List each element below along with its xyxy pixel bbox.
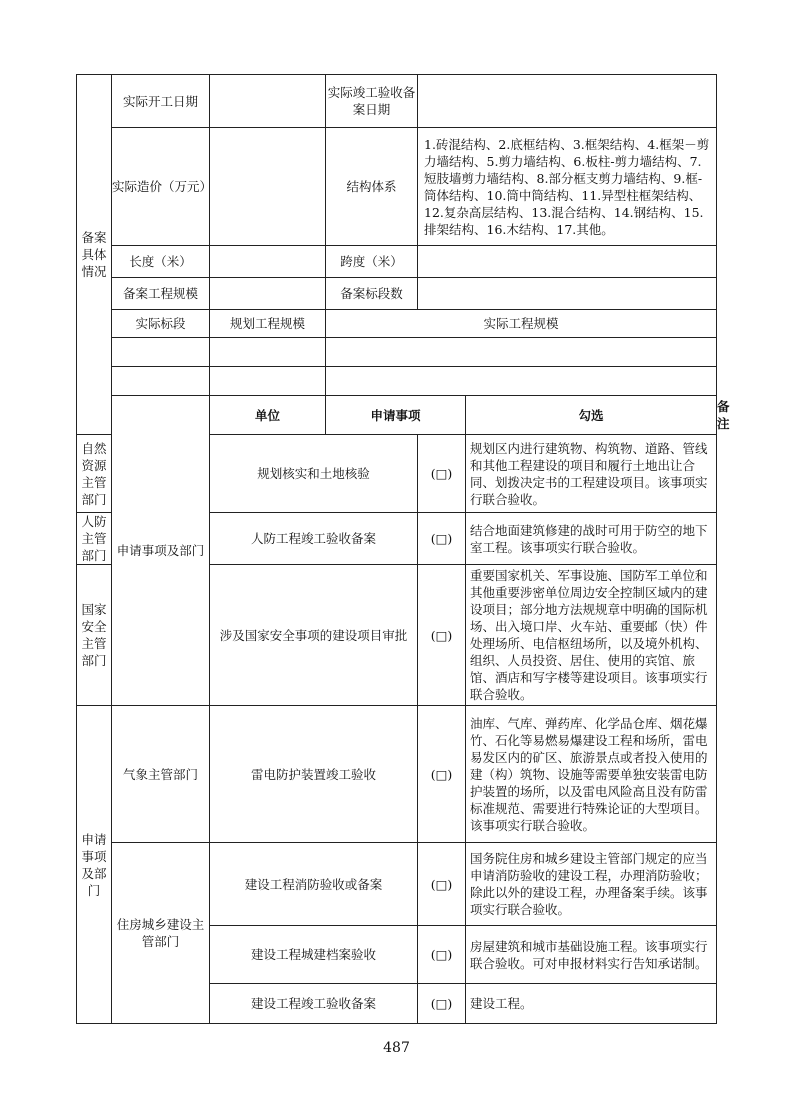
item-cell: 建设工程竣工验收备案 [210, 984, 418, 1024]
note-cell: 房屋建筑和城市基础设施工程。该事项实行联合验收。可对申报材料实行告知承诺制。 [466, 926, 717, 984]
length-value[interactable] [210, 246, 326, 278]
unit-cell: 自然资源主管部门 [77, 435, 112, 513]
filing-scale-label: 备案工程规模 [112, 278, 210, 310]
filing-sections-label: 备案标段数 [326, 278, 418, 310]
filing-form-table: 备案具体情况 实际开工日期 实际竣工验收备案日期 实际造价（万元） 结构体系 1.砖混结构、2.底框结构、3.框架结构、4.框架－剪力墙结构、5.剪力墙结构、6.板柱-剪力墙结构、7.短肢墙剪力墙结构、8.部分框支剪力墙结构、9.框-筒体结构、10.筒中筒结构、11.异型柱框架结构、12.复杂高层结构、13.混合结构、14.钢结构、15.排架结构、16.木结构、17.其他。 长度（米） 跨度（米） 备案工程规模 备案标段数 实际标段 规划工程规模 实际工程规模 申请事项及部门 单位 申请事项 勾选 备注 自然资源主管部门 规划核实和土地核验 (□) 规划区内进行建筑物、构筑物、道路、管线和其他工程建设的项目和履行土地出让合同、划拨决定书的工程建设项目。该事项实行联合验收。 人防主管部门 人防工程竣工验收备案 (□) 结合地面建筑修建的战时可用于防空的地下室工程。该事项实行联合验收。 国家安全主管部门 涉及国家安全事项的建设项目审批 (□) 重要国家机关、军事设施、国防军工单位和其他重要涉密单位周边安全控制区域内的建设项目；部分地方法规规章中明确的国际机场、出入境口岸、火车站、重要邮（快）件处理场所、电信枢纽场所，以及境外机构、组织、人员投资、居住、使用的宾馆、旅馆、酒店和写字楼等建设项目。该事项实行联合验收。 申请事项及部门 气象主管部门 雷电防护装置竣工验收 (□) 油库、气库、弹药库、化学品仓库、烟花爆竹、石化等易燃易爆建设工程和场所，雷电易发区内的矿区、旅游景点或者投入使用的建（构）筑物、设施等需要单独安装雷电防护装置的场所，以及雷电风险高且没有防雷标准规范、需要进行特殊论证的大型项目。该事项实行联合验收。 住房城乡建设主管部门 建设工程消防验收或备案 (□) 国务院住房和城乡建设主管部门规定的应当申请消防验收的建设工程，办理消防验收；除此以外的建设工程，办理备案手续。该事项实行联合验收。 建设工程城建档案验收 (□) 房屋建筑和城市基础设施工程。该事项实行联合验收。可对申报材料实行告知承诺制。 建设工程竣工验收备案 (□) 建设工程。 [76, 74, 717, 1024]
check-box[interactable]: (□) [418, 926, 466, 984]
header-unit: 单位 [210, 396, 326, 435]
actual-completion-label: 实际竣工验收备案日期 [326, 75, 418, 128]
actual-cost-label: 实际造价（万元） [112, 128, 210, 246]
check-box[interactable]: (□) [418, 435, 466, 513]
unit-cell: 住房城乡建设主管部门 [112, 843, 210, 1024]
span-label: 跨度（米） [326, 246, 418, 278]
note-cell: 国务院住房和城乡建设主管部门规定的应当申请消防验收的建设工程，办理消防验收；除此以外的建设工程，办理备案手续。该事项实行联合验收。 [466, 843, 717, 926]
structure-options: 1.砖混结构、2.底框结构、3.框架结构、4.框架－剪力墙结构、5.剪力墙结构、6.板柱-剪力墙结构、7.短肢墙剪力墙结构、8.部分框支剪力墙结构、9.框-筒体结构、10.筒中筒结构、11.异型柱框架结构、12.复杂高层结构、13.混合结构、14.钢结构、15.排架结构、16.木结构、17.其他。 [418, 128, 717, 246]
actual-start-label: 实际开工日期 [112, 75, 210, 128]
length-label: 长度（米） [112, 246, 210, 278]
unit-cell: 国家安全主管部门 [77, 565, 112, 706]
item-cell: 建设工程城建档案验收 [210, 926, 418, 984]
col-planned-scale: 规划工程规模 [210, 310, 326, 338]
check-box[interactable]: (□) [418, 565, 466, 706]
section-row-empty-cell[interactable] [210, 367, 326, 396]
page-number: 487 [383, 1040, 410, 1056]
item-cell: 规划核实和土地核验 [210, 435, 418, 513]
header-check: 勾选 [466, 396, 717, 435]
check-box[interactable]: (□) [418, 843, 466, 926]
filing-scale-value[interactable] [210, 278, 326, 310]
item-cell: 人防工程竣工验收备案 [210, 513, 418, 565]
note-cell: 建设工程。 [466, 984, 717, 1024]
section-row-empty-cell[interactable] [326, 338, 717, 367]
section-row-empty-cell[interactable] [112, 338, 210, 367]
unit-cell: 气象主管部门 [112, 706, 210, 843]
item-cell: 涉及国家安全事项的建设项目审批 [210, 565, 418, 706]
note-cell: 规划区内进行建筑物、构筑物、道路、管线和其他工程建设的项目和履行土地出让合同、划拨决定书的工程建设项目。该事项实行联合验收。 [466, 435, 717, 513]
item-cell: 雷电防护装置竣工验收 [210, 706, 418, 843]
col-actual-section: 实际标段 [112, 310, 210, 338]
actual-completion-value[interactable] [418, 75, 717, 128]
structure-label: 结构体系 [326, 128, 418, 246]
actual-start-value[interactable] [210, 75, 326, 128]
check-box[interactable]: (□) [418, 706, 466, 843]
section-label-application-items-2: 申请事项及部门 [77, 706, 112, 1024]
filing-sections-value[interactable] [418, 278, 717, 310]
section-label-filing-details: 备案具体情况 [77, 75, 112, 435]
check-box[interactable]: (□) [418, 984, 466, 1024]
note-cell: 结合地面建筑修建的战时可用于防空的地下室工程。该事项实行联合验收。 [466, 513, 717, 565]
span-value[interactable] [418, 246, 717, 278]
note-cell: 重要国家机关、军事设施、国防军工单位和其他重要涉密单位周边安全控制区域内的建设项目；部分地方法规规章中明确的国际机场、出入境口岸、火车站、重要邮（快）件处理场所、电信枢纽场所，以及境外机构、组织、人员投资、居住、使用的宾馆、旅馆、酒店和写字楼等建设项目。该事项实行联合验收。 [466, 565, 717, 706]
item-cell: 建设工程消防验收或备案 [210, 843, 418, 926]
section-row-empty-cell[interactable] [112, 367, 210, 396]
note-cell: 油库、气库、弹药库、化学品仓库、烟花爆竹、石化等易燃易爆建设工程和场所，雷电易发区内的矿区、旅游景点或者投入使用的建（构）筑物、设施等需要单独安装雷电防护装置的场所，以及雷电风险高且没有防雷标准规范、需要进行特殊论证的大型项目。该事项实行联合验收。 [466, 706, 717, 843]
actual-cost-value[interactable] [210, 128, 326, 246]
check-box[interactable]: (□) [418, 513, 466, 565]
header-item: 申请事项 [326, 396, 466, 435]
section-row-empty-cell[interactable] [326, 367, 717, 396]
unit-cell: 人防主管部门 [77, 513, 112, 565]
section-label-application-items: 申请事项及部门 [112, 396, 210, 706]
col-actual-scale: 实际工程规模 [326, 310, 717, 338]
section-row-empty-cell[interactable] [210, 338, 326, 367]
